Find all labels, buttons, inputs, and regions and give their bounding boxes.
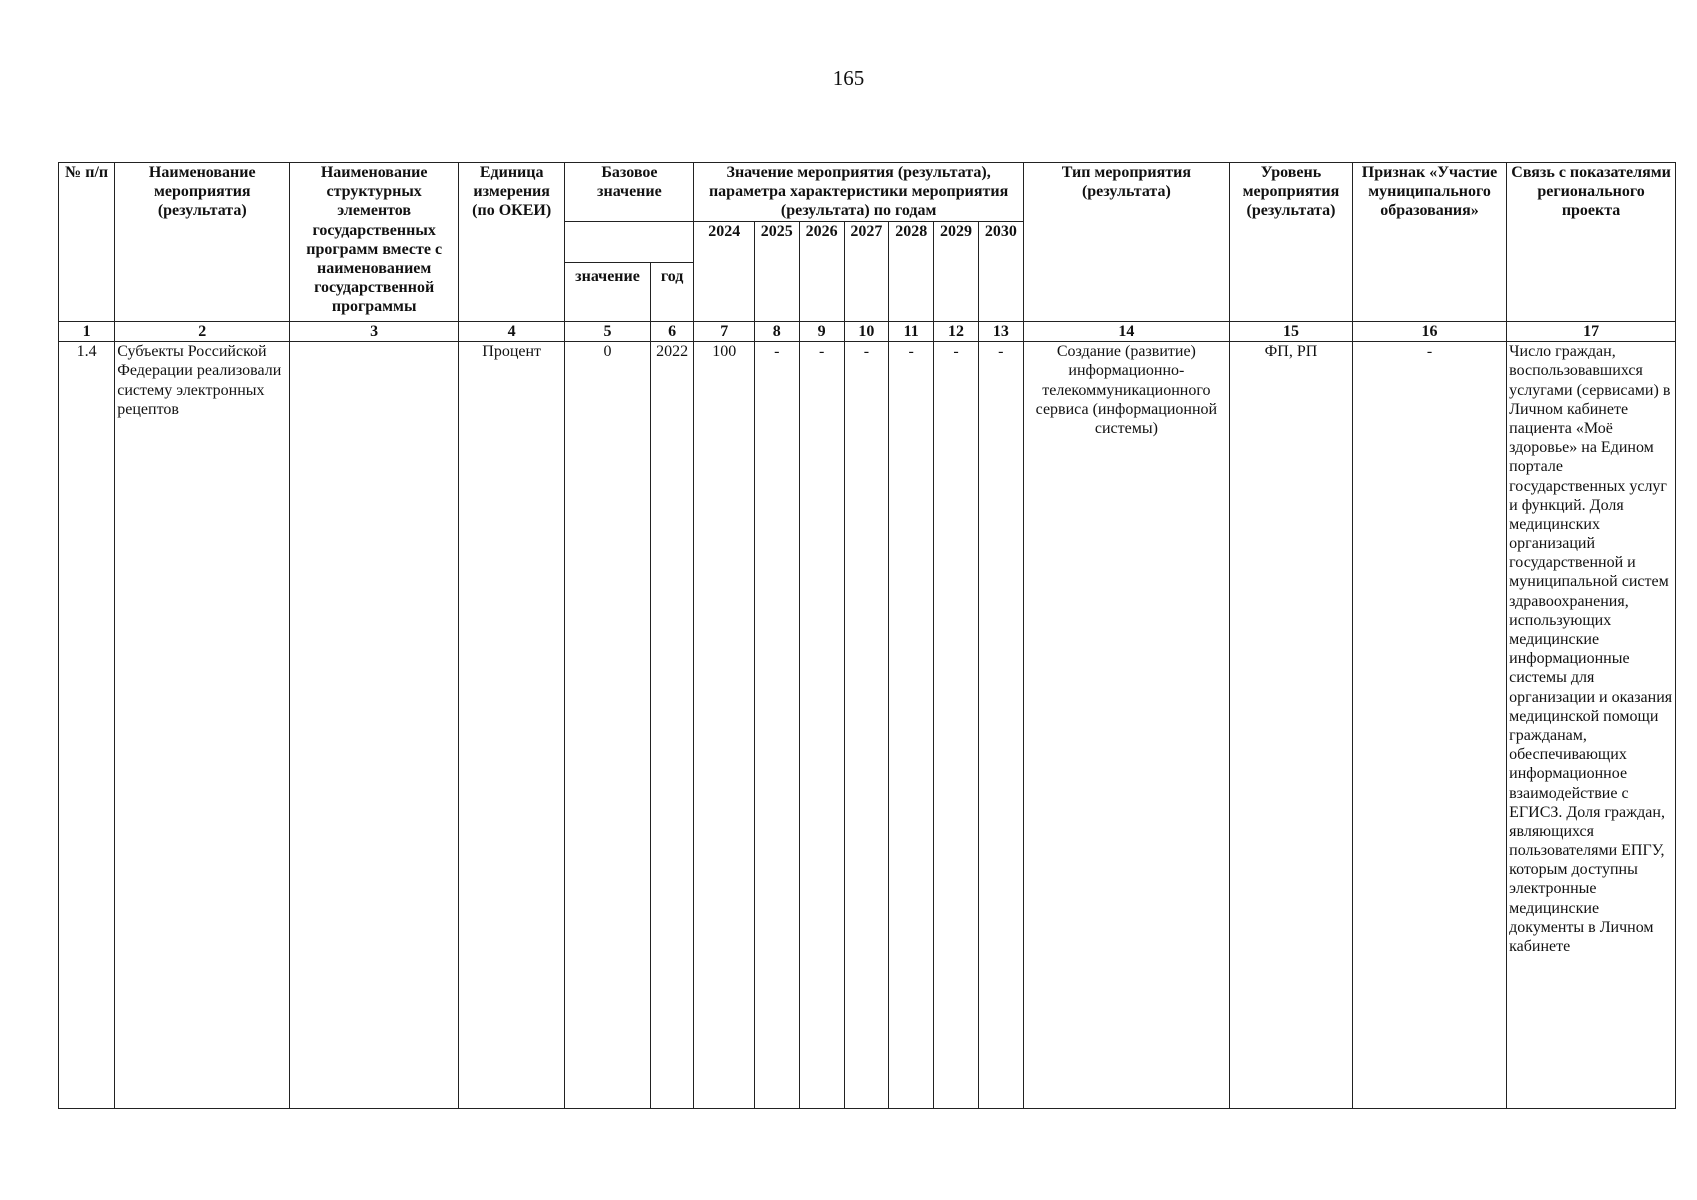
column-number: 16 xyxy=(1352,322,1506,342)
measures-table xyxy=(58,162,1676,1109)
column-number: 9 xyxy=(799,322,844,342)
column-number: 11 xyxy=(889,322,934,342)
table-row xyxy=(59,342,1676,1109)
header-year-2026: 2026 xyxy=(799,222,844,322)
row-name: Субъекты Российской Федерации реализовали систему электронных рецептов xyxy=(115,342,290,1109)
header-year-2027: 2027 xyxy=(844,222,889,322)
column-number: 6 xyxy=(650,322,694,342)
column-number: 7 xyxy=(694,322,754,342)
header-year-2028: 2028 xyxy=(889,222,934,322)
header-values-by-year: Значение мероприятия (результата), параметра характеристики мероприятия (результата) по годам xyxy=(694,163,1023,222)
row-value-2024: 100 xyxy=(694,342,754,1109)
row-value-2030: - xyxy=(978,342,1023,1109)
column-number: 15 xyxy=(1230,322,1353,342)
row-structural xyxy=(290,342,459,1109)
row-value-2026: - xyxy=(799,342,844,1109)
row-value-2029: - xyxy=(934,342,979,1109)
column-number: 5 xyxy=(565,322,650,342)
header-structural: Наименование структурных элементов государственных программ вместе с наименованием государственной программы xyxy=(290,163,459,322)
header-base: Базовое значение xyxy=(565,163,694,222)
row-value-2025: - xyxy=(754,342,799,1109)
column-number: 12 xyxy=(934,322,979,342)
column-number: 2 xyxy=(115,322,290,342)
column-number: 4 xyxy=(459,322,565,342)
row-base-year: 2022 xyxy=(650,342,694,1109)
header-base-year: год xyxy=(650,263,694,322)
row-value-2028: - xyxy=(889,342,934,1109)
header-municipal: Признак «Участие муниципального образования» xyxy=(1352,163,1506,322)
header-year-2024: 2024 xyxy=(694,222,754,322)
header-base-spacer xyxy=(565,222,694,263)
header-base-value: значение xyxy=(565,263,650,322)
row-value-2027: - xyxy=(844,342,889,1109)
column-number: 8 xyxy=(754,322,799,342)
column-number: 13 xyxy=(978,322,1023,342)
column-number: 1 xyxy=(59,322,115,342)
column-number: 3 xyxy=(290,322,459,342)
header-unit: Единица измерения (по ОКЕИ) xyxy=(459,163,565,322)
header-year-2029: 2029 xyxy=(934,222,979,322)
row-municipal: - xyxy=(1352,342,1506,1109)
page-number: 165 xyxy=(832,66,865,90)
column-number: 17 xyxy=(1507,322,1676,342)
row-level: ФП, РП xyxy=(1230,342,1353,1109)
header-name: Наименование мероприятия (результата) xyxy=(115,163,290,322)
header-num: № п/п xyxy=(59,163,115,322)
column-number: 10 xyxy=(844,322,889,342)
header-link: Связь с показателями регионального проекта xyxy=(1507,163,1676,322)
row-num: 1.4 xyxy=(59,342,115,1109)
row-link: Число граждан, воспользовавшихся услугами (сервисами) в Личном кабинете пациента «Моё здоровье» на Едином портале государственных услуг и функций. Доля медицинских организаций государственной и муниципальной систем здравоохранения, использующих медицинские информационные системы для организации и оказания медицинской помощи гражданам, обеспечивающих информационное взаимодействие с ЕГИСЗ. Доля граждан, являющихся пользователями ЕПГУ, которым доступны электронные медицинские документы в Личном кабинете xyxy=(1507,342,1676,1109)
row-type: Создание (развитие) информационно-телекоммуникационного сервиса (информационной системы) xyxy=(1023,342,1229,1109)
header-year-2030: 2030 xyxy=(978,222,1023,322)
column-number: 14 xyxy=(1023,322,1229,342)
header-level: Уровень мероприятия (результата) xyxy=(1230,163,1353,322)
row-base-value: 0 xyxy=(565,342,650,1109)
row-unit: Процент xyxy=(459,342,565,1109)
header-type: Тип мероприятия (результата) xyxy=(1023,163,1229,322)
header-year-2025: 2025 xyxy=(754,222,799,322)
